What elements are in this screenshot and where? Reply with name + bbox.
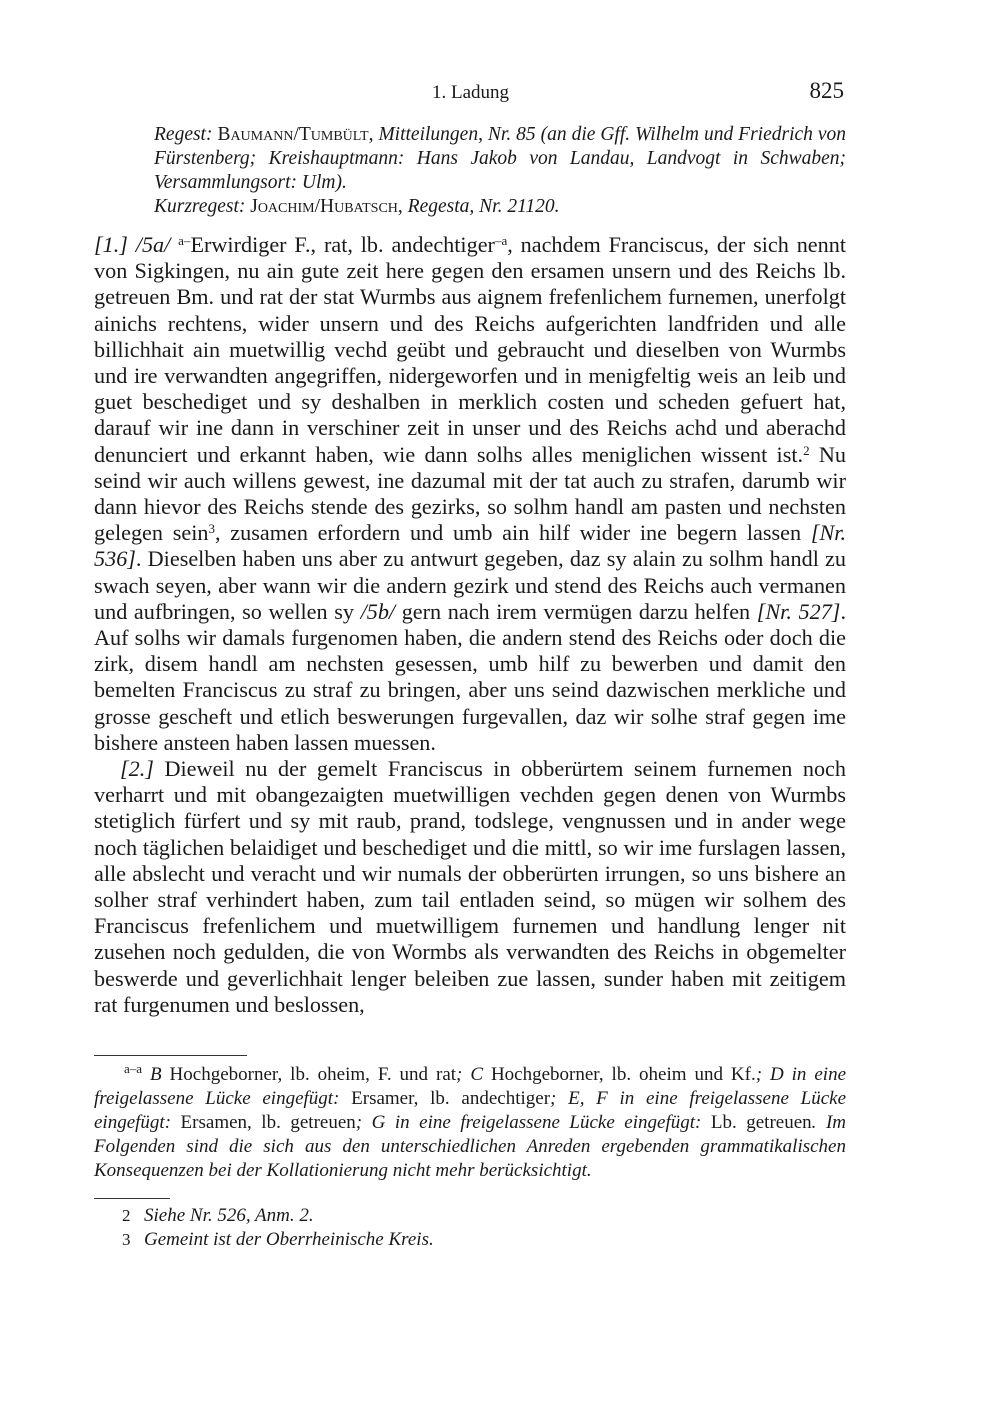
section-marker: [2.]	[120, 756, 154, 782]
regest-block	[154, 123, 846, 219]
footnote-divider	[94, 1198, 170, 1199]
paragraph-2	[94, 756, 846, 1018]
footnote-text: Gemeint ist der Oberrheinische Kreis.	[144, 1229, 434, 1250]
footnote-number: 2	[122, 1206, 131, 1225]
editorial-note: ; G in eine freigelassene Lücke eingefügt:	[355, 1112, 702, 1133]
footnote-3	[94, 1228, 846, 1252]
witness-siglum: ; C	[456, 1064, 483, 1085]
running-title: 1. Ladung	[432, 82, 510, 103]
kurzregest-authors: Joachim/Hubatsch,	[250, 196, 403, 217]
editorial-note: ; D in eine freigelassene Lücke eingefügt:	[94, 1064, 847, 1109]
variant-footnote-text	[94, 1060, 847, 1183]
text-segment: , zusamen erfordern und umb ain hilf wider ine begern lassen	[214, 520, 811, 546]
variant-reading: Lb. getreuen	[701, 1112, 812, 1133]
footnote-divider	[94, 1055, 247, 1056]
folio-marker: /5b/	[360, 598, 396, 624]
main-text	[94, 232, 846, 1018]
text-segment: , nachdem Franciscus, der sich nennt von Sigkingen, nu ain gute zeit here gegen den ersamen unsern und des Reichs lb. getreuen Bm. und rat der stat Wurmbs aus aignem frefenlichem furnemen, unerfolgt ainichs rechtens, wider unsern und des Reichs aufgerichten landfriden und alle billichhait ain muetwillig vechd geübt und gebraucht und dieselben von Wurmbs und ire verwandten angegriffen, nidergeworfen und in menigfeltig weis an leib und guet beschediget und sy deshalben in merklich costen und scheden gefuert hat, darauf wir ine dann in verschiner zeit in unser und des Reichs achd und aberachd denunciert und erkannt haben, wie dann solhs alles meniglichen wissent ist.	[94, 232, 846, 467]
variant-note-open: a–	[178, 232, 191, 248]
numbered-footnotes	[94, 1204, 846, 1252]
text-segment: gern nach irem vermügen darzu helfen	[395, 598, 757, 624]
kurzregest-label: Kurzregest:	[154, 196, 246, 217]
variant-reading: Hochgeborner, lb. oheim und Kf.	[483, 1064, 756, 1085]
regest-line	[154, 123, 846, 195]
variant-footnote	[94, 1060, 847, 1183]
cross-reference: [Nr. 527]	[756, 598, 841, 624]
paragraph-1	[94, 232, 846, 756]
text-segment: Dieweil nu der gemelt Franciscus in obberürtem seinem furnemen noch verharrt und mit obangezaigten muetwilligen vechden gegen denen von Wurmbs stetiglich fürfert und sy mit raub, prand, todslege, vengnussen und in ander wege noch täglichen belaidiget und beschediget und die mittl, so wir ime furslagen lassen, alle abslecht und veracht und wir numals der obberürten irrungen, so uns bishere an solher straf verhindert haben, zum tail entladen seind, so mügen wir solhem des Franciscus frefenlichem und muetwilligem furnemen und handlung lenger nit zusehen noch gedulden, die von Wormbs als verwandten des Reichs in obgemelter beswerde und geverlichhait lenger beleiben zue lassen, sunder haben mit zeitigem rat furgenumen und beslossen,	[94, 756, 846, 1017]
variant-note-close: –a	[494, 232, 508, 248]
regest-label: Regest:	[154, 124, 213, 145]
variant-reading: Ersamer, lb. andechtiger	[339, 1088, 551, 1109]
witness-siglum: B	[150, 1064, 162, 1085]
text-segment: Erwirdiger F., rat, lb. andechtiger	[190, 232, 495, 257]
footnote-2	[94, 1204, 846, 1228]
footnote-number: 3	[122, 1230, 131, 1249]
text-segment: Nu seind wir auch willens gewest, ine dazumal mit der tat auch zu strafen, darumb wir dann hievor des Reichs stende des gezirks, so solhm handl am pasten und nechsten gelegen sein	[94, 441, 846, 546]
variant-reading: Ersamen, lb. getreuen	[171, 1112, 356, 1133]
section-marker: [1.] /5a/	[94, 232, 171, 257]
page-number: 825	[809, 78, 844, 103]
cross-reference: [Nr. 536]	[94, 520, 846, 572]
variant-footnote-mark: a–a	[124, 1060, 143, 1076]
text-segment: . Auf solhs wir damals furgenomen haben, die andern stend des Reichs oder doch die zirk, disem handl am nechsten gesessen, umb hilf zu bewerben und damit den bemelten Franciscus zu straf zu bringen, aber uns seind dazwischen merkliche und grosse gescheft und etlich beswerungen furgevallen, daz wir solhe straf gegen ime bishere ansteen haben lassen muessen.	[94, 598, 846, 755]
regest-text: Mitteilungen, Nr. 85 (an die Gff. Wilhelm und Friedrich von Fürstenberg; Kreishauptmann: Hans Jakob von Landau, Landvogt in Schwaben; Versammlungsort: Ulm).	[154, 124, 846, 193]
footnote-ref-3: 3	[208, 521, 215, 537]
editorial-note: ; E, F in eine freigelassene Lücke eingefügt:	[94, 1088, 847, 1133]
footnote-text: Siehe Nr. 526, Anm. 2.	[144, 1205, 314, 1226]
variant-reading: Hochgeborner, lb. oheim, F. und rat	[161, 1064, 457, 1085]
kurzregest-line	[154, 195, 846, 219]
footnote-ref-2: 2	[803, 442, 810, 458]
regest-authors: Baumann/Tumbült,	[217, 124, 374, 145]
text-segment: . Dieselben haben uns aber zu antwurt gegeben, daz sy alain zu solhm handl zu swach seyen, aber wann wir die andern gezirk und stend des Reichs auch vermanen und aufbringen, so wellen sy	[94, 546, 846, 624]
kurzregest-text: Regesta, Nr. 21120.	[407, 196, 560, 217]
editorial-note: . Im Folgenden sind die sich aus den unterschiedlichen Anreden ergebenden grammatikalischen Konsequenzen bei der Kollationierung nicht mehr berücksichtigt.	[94, 1112, 846, 1181]
